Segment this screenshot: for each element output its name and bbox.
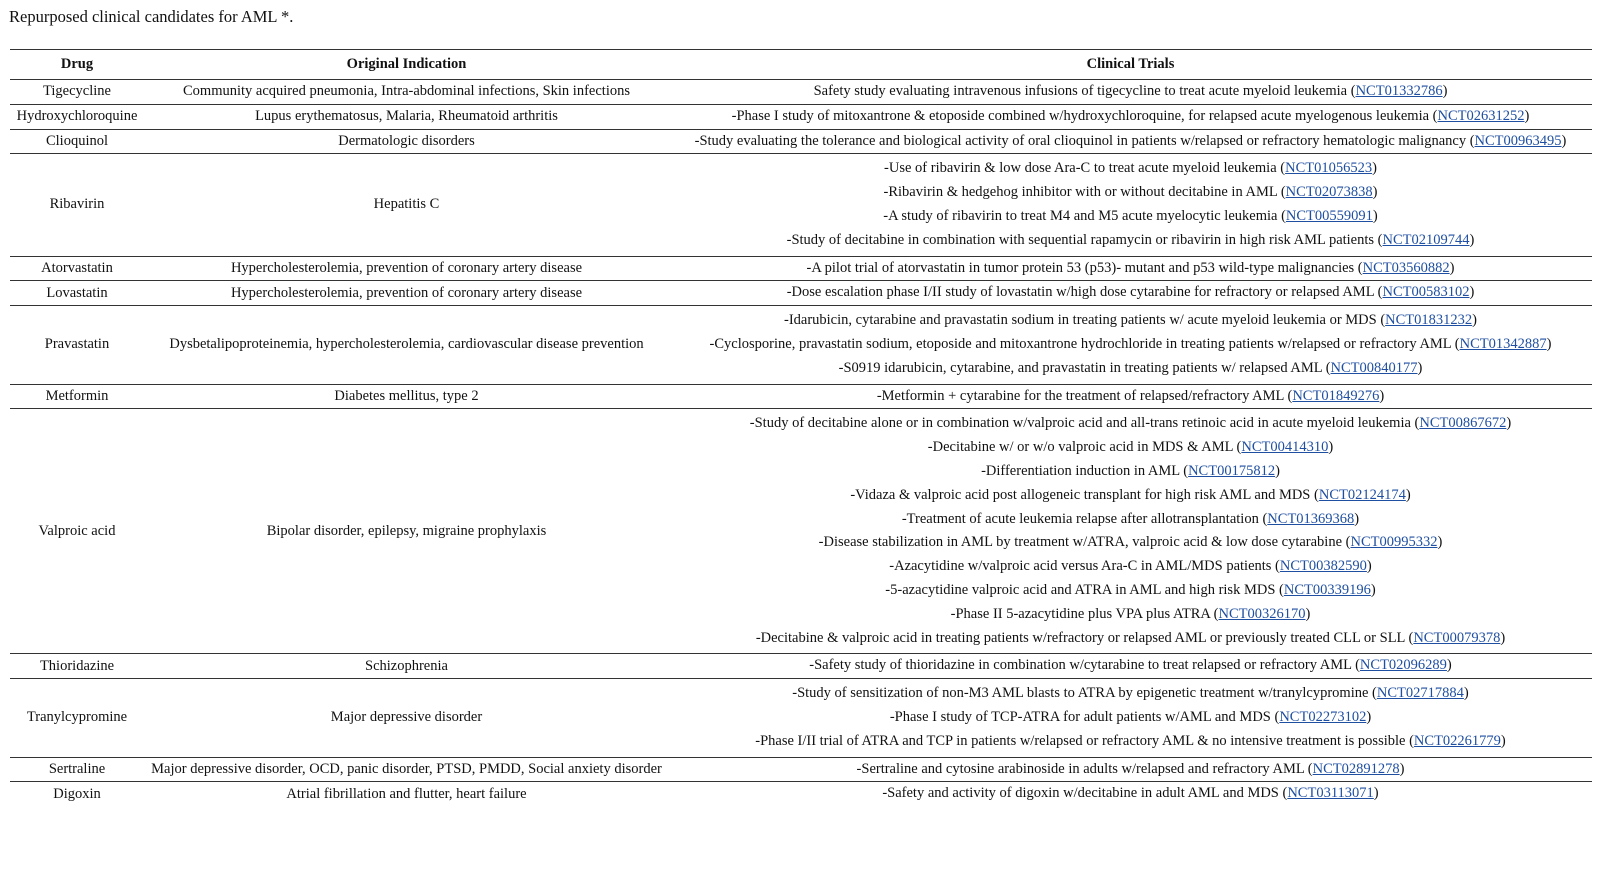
clinical-trials-cell [669, 409, 1592, 654]
trial-entry [669, 460, 1592, 484]
nct-link[interactable]: NCT03560882 [1362, 259, 1450, 276]
nct-link[interactable]: NCT01056523 [1285, 160, 1373, 177]
trial-entry [669, 257, 1592, 281]
nct-link[interactable]: NCT02109744 [1382, 231, 1470, 248]
table-row [10, 281, 1592, 306]
table-row [10, 129, 1592, 154]
trial-entry [669, 603, 1592, 627]
trial-description: -Idarubicin, cytarabine and pravastatin sodium in treating patients w/ acute myeloid leukemia or MDS ( [783, 312, 1386, 329]
trial-closing-paren: ) [1372, 207, 1378, 224]
trial-entry [669, 130, 1592, 154]
table-row [10, 409, 1592, 654]
table-row [10, 654, 1592, 679]
trial-description: -Disease stabilization in AML by treatment w/ATRA, valproic acid & low dose cytarabine ( [818, 534, 1351, 551]
trial-closing-paren: ) [1469, 284, 1475, 301]
trial-entry [669, 333, 1592, 357]
trial-entry [669, 309, 1592, 333]
trial-entry [669, 357, 1592, 381]
trial-description: -S0919 idarubicin, cytarabine, and pravastatin in treating patients w/ relapsed AML ( [838, 359, 1331, 376]
trial-description: -Vidaza & valproic acid post allogeneic transplant for high risk AML and MDS ( [850, 486, 1319, 503]
trial-entry [669, 205, 1592, 229]
trial-entry [669, 229, 1592, 253]
trial-closing-paren: ) [1561, 132, 1567, 149]
clinical-trials-cell [669, 80, 1592, 105]
trial-closing-paren: ) [1328, 439, 1334, 456]
header-row [10, 50, 1592, 80]
indication-cell: Major depressive disorder, OCD, panic disorder, PTSD, PMDD, Social anxiety disorder [144, 757, 669, 782]
trial-closing-paren: ) [1500, 629, 1506, 646]
clinical-trials-cell [669, 757, 1592, 782]
trial-closing-paren: ) [1373, 785, 1379, 802]
trial-description: Safety study evaluating intravenous infusions of tigecycline to treat acute myeloid leukemia ( [813, 83, 1356, 99]
trial-entry [669, 730, 1592, 754]
nct-link[interactable]: NCT00339196 [1283, 581, 1371, 598]
trial-closing-paren: ) [1463, 685, 1469, 702]
trial-entry [669, 782, 1592, 806]
table-row [10, 104, 1592, 129]
trial-description: -Treatment of acute leukemia relapse after allotransplantation ( [901, 510, 1268, 527]
clinical-trials-cell [669, 256, 1592, 281]
trial-description: -Cyclosporine, pravastatin sodium, etoposide and mitoxantrone hydrochloride in treating patients w/relapsed or refractory AML ( [709, 335, 1460, 352]
drug-cell: Ribavirin [10, 154, 144, 256]
trial-description: -Sertraline and cytosine arabinoside in adults w/relapsed and refractory AML ( [856, 760, 1313, 777]
table-row [10, 154, 1592, 256]
trial-entry [669, 627, 1592, 651]
trial-closing-paren: ) [1469, 231, 1475, 248]
clinical-trials-cell [669, 104, 1592, 129]
trial-closing-paren: ) [1372, 160, 1377, 177]
indication-cell: Dermatologic disorders [144, 129, 669, 154]
table-body [10, 80, 1592, 807]
trial-closing-paren: ) [1506, 415, 1512, 432]
trial-entry [669, 181, 1592, 205]
indication-cell: Major depressive disorder [144, 679, 669, 757]
trial-entry [669, 508, 1592, 532]
trial-description: -Metformin + cytarabine for the treatment of relapsed/refractory AML ( [876, 387, 1293, 404]
table-container [10, 49, 1592, 806]
trial-entry [669, 157, 1592, 181]
table-caption: Repurposed clinical candidates for AML *. [9, 7, 294, 26]
indication-cell: Diabetes mellitus, type 2 [144, 384, 669, 409]
trial-entry [669, 484, 1592, 508]
trial-description: -A pilot trial of atorvastatin in tumor protein 53 (p53)- mutant and p53 wild-type malignancies ( [806, 259, 1363, 276]
drug-cell: Sertraline [10, 757, 144, 782]
drug-cell: Thioridazine [10, 654, 144, 679]
drug-cell: Metformin [10, 384, 144, 409]
table-row [10, 306, 1592, 384]
trial-description: -Phase II 5-azacytidine plus VPA plus ATRA ( [950, 605, 1219, 622]
nct-link[interactable]: NCT01849276 [1292, 387, 1380, 404]
trial-entry [669, 654, 1592, 678]
nct-link[interactable]: NCT00382590 [1279, 558, 1367, 575]
clinical-trials-cell [669, 281, 1592, 306]
nct-link[interactable]: NCT00175812 [1188, 462, 1276, 479]
nct-link[interactable]: NCT02631252 [1437, 107, 1525, 124]
trial-closing-paren: ) [1275, 462, 1280, 479]
trial-description: -Dose escalation phase I/II study of lovastatin w/high dose cytarabine for refractory or relapsed AML ( [786, 284, 1383, 301]
nct-link[interactable]: NCT00995332 [1350, 534, 1438, 551]
trial-entry [669, 105, 1592, 129]
trial-closing-paren: ) [1305, 605, 1311, 622]
trial-entry [669, 706, 1592, 730]
clinical-trials-cell [669, 782, 1592, 806]
trial-closing-paren: ) [1524, 107, 1530, 124]
nct-link[interactable]: NCT00963495 [1474, 132, 1562, 149]
indication-cell: Dysbetalipoproteinemia, hypercholesterolemia, cardiovascular disease prevention [144, 306, 669, 384]
trial-description: -Study of decitabine alone or in combination w/valproic acid and all-trans retinoic acid in acute myeloid leukemia ( [749, 415, 1420, 432]
trial-closing-paren: ) [1354, 510, 1360, 527]
nct-link[interactable]: NCT00840177 [1330, 359, 1418, 376]
nct-link[interactable]: NCT00583102 [1382, 284, 1470, 301]
trial-description: -Phase I study of mitoxantrone & etoposide combined w/hydroxychloroquine, for relapsed acute myelogenous leukemia ( [731, 107, 1438, 124]
trial-closing-paren: ) [1546, 335, 1552, 352]
nct-link[interactable]: NCT02891278 [1312, 760, 1400, 777]
trial-description: -Decitabine & valproic acid in treating patients w/refractory or relapsed AML or previously treated CLL or SLL ( [755, 629, 1414, 646]
table-row [10, 384, 1592, 409]
drug-cell: Tranylcypromine [10, 679, 144, 757]
drug-cell: Hydroxychloroquine [10, 104, 144, 129]
trial-description: -Study of sensitization of non-M3 AML blasts to ATRA by epigenetic treatment w/tranylcypromine ( [792, 685, 1377, 702]
aml-candidates-table [10, 49, 1592, 806]
indication-cell: Community acquired pneumonia, Intra-abdominal infections, Skin infections [144, 80, 669, 105]
clinical-trials-cell [669, 306, 1592, 384]
trial-description: -Safety study of thioridazine in combination w/cytarabine to treat relapsed or refractory AML ( [809, 657, 1360, 674]
trial-entry [669, 436, 1592, 460]
nct-link[interactable]: NCT00079378 [1413, 629, 1501, 646]
nct-link[interactable]: NCT01342887 [1459, 335, 1547, 352]
nct-link[interactable]: NCT02717884 [1376, 685, 1464, 702]
nct-link[interactable]: NCT02073838 [1285, 184, 1373, 201]
table-row [10, 256, 1592, 281]
trial-entry [669, 412, 1592, 436]
trial-entry [669, 758, 1592, 782]
nct-link[interactable]: NCT03113071 [1287, 785, 1374, 802]
trial-closing-paren: ) [1472, 312, 1477, 329]
trial-entry [669, 682, 1592, 706]
trial-description: -A study of ribavirin to treat M4 and M5 acute myelocytic leukemia ( [883, 207, 1286, 224]
trial-entry [669, 281, 1592, 305]
trial-closing-paren: ) [1399, 760, 1405, 777]
table-row [10, 80, 1592, 105]
trial-description: -Safety and activity of digoxin w/decitabine in adult AML and MDS ( [882, 785, 1288, 802]
indication-cell: Atrial fibrillation and flutter, heart failure [286, 785, 527, 802]
trial-closing-paren: ) [1446, 657, 1452, 674]
trial-description: -Ribavirin & hedgehog inhibitor with or without decitabine in AML ( [883, 184, 1286, 201]
header-original-indication: Original Indication [144, 50, 669, 80]
trial-closing-paren: ) [1437, 534, 1443, 551]
nct-link[interactable]: NCT00559091 [1285, 207, 1373, 224]
trial-description: -Azacytidine w/valproic acid versus Ara-C in AML/MDS patients ( [889, 558, 1280, 575]
nct-link[interactable]: NCT02124174 [1318, 486, 1406, 503]
trial-closing-paren: ) [1449, 259, 1455, 276]
drug-cell: Tigecycline [10, 80, 144, 105]
trial-description: -Phase I study of TCP-ATRA for adult patients w/AML and MDS ( [889, 708, 1280, 725]
nct-link[interactable]: NCT01369368 [1267, 510, 1355, 527]
header-clinical-trials: Clinical Trials [669, 50, 1592, 80]
drug-cell: Valproic acid [10, 409, 144, 654]
trial-entry [669, 531, 1592, 555]
trial-entry [669, 555, 1592, 579]
trial-closing-paren: ) [1405, 486, 1411, 503]
trial-entry [669, 579, 1592, 603]
indication-cell: Bipolar disorder, epilepsy, migraine prophylaxis [144, 409, 669, 654]
nct-link[interactable]: NCT01831232 [1385, 312, 1473, 329]
clinical-trials-cell [669, 654, 1592, 679]
clinical-trials-cell [669, 384, 1592, 409]
trial-closing-paren: ) [1370, 581, 1376, 598]
nct-link[interactable]: NCT01332786 [1355, 83, 1443, 99]
table-row [10, 679, 1592, 757]
indication-cell: Schizophrenia [144, 654, 669, 679]
trial-description: -Study of decitabine in combination with sequential rapamycin or ribavirin in high risk AML patients ( [786, 231, 1383, 248]
drug-cell: Lovastatin [10, 281, 144, 306]
table-row [10, 782, 1592, 806]
drug-cell: Atorvastatin [10, 256, 144, 281]
drug-cell: Digoxin [53, 785, 101, 802]
indication-cell: Hepatitis C [144, 154, 669, 256]
trial-closing-paren: ) [1372, 184, 1378, 201]
trial-closing-paren: ) [1366, 558, 1372, 575]
trial-closing-paren: ) [1417, 359, 1423, 376]
trial-description: -5-azacytidine valproic acid and ATRA in AML and high risk MDS ( [885, 581, 1284, 598]
nct-link[interactable]: NCT00867672 [1419, 415, 1507, 432]
nct-link[interactable]: NCT02261779 [1413, 732, 1501, 749]
trial-description: -Use of ribavirin & low dose Ara-C to treat acute myeloid leukemia ( [884, 160, 1286, 177]
indication-cell: Hypercholesterolemia, prevention of coronary artery disease [144, 256, 669, 281]
trial-description: -Phase I/II trial of ATRA and TCP in patients w/relapsed or refractory AML & no intensive treatment is possible ( [755, 732, 1414, 749]
trial-closing-paren: ) [1500, 732, 1506, 749]
header-drug: Drug [10, 50, 144, 80]
nct-link[interactable]: NCT02273102 [1279, 708, 1367, 725]
trial-closing-paren: ) [1379, 387, 1385, 404]
table-row [10, 757, 1592, 782]
drug-cell: Pravastatin [10, 306, 144, 384]
trial-description: -Study evaluating the tolerance and biological activity of oral clioquinol in patients w/relapsed or refractory hematologic malignancy ( [694, 132, 1475, 149]
nct-link[interactable]: NCT02096289 [1359, 657, 1447, 674]
clinical-trials-cell [669, 154, 1592, 256]
trial-entry [669, 80, 1592, 104]
trial-description: -Differentiation induction in AML ( [981, 462, 1189, 479]
trial-description: -Decitabine w/ or w/o valproic acid in MDS & AML ( [927, 439, 1242, 456]
trial-closing-paren: ) [1442, 83, 1448, 99]
drug-cell: Clioquinol [10, 129, 144, 154]
trial-entry [669, 385, 1592, 409]
nct-link[interactable]: NCT00326170 [1218, 605, 1306, 622]
trial-closing-paren: ) [1366, 708, 1372, 725]
indication-cell: Hypercholesterolemia, prevention of coronary artery disease [144, 281, 669, 306]
clinical-trials-cell [669, 679, 1592, 757]
clinical-trials-cell [669, 129, 1592, 154]
nct-link[interactable]: NCT00414310 [1241, 439, 1329, 456]
indication-cell: Lupus erythematosus, Malaria, Rheumatoid arthritis [144, 104, 669, 129]
